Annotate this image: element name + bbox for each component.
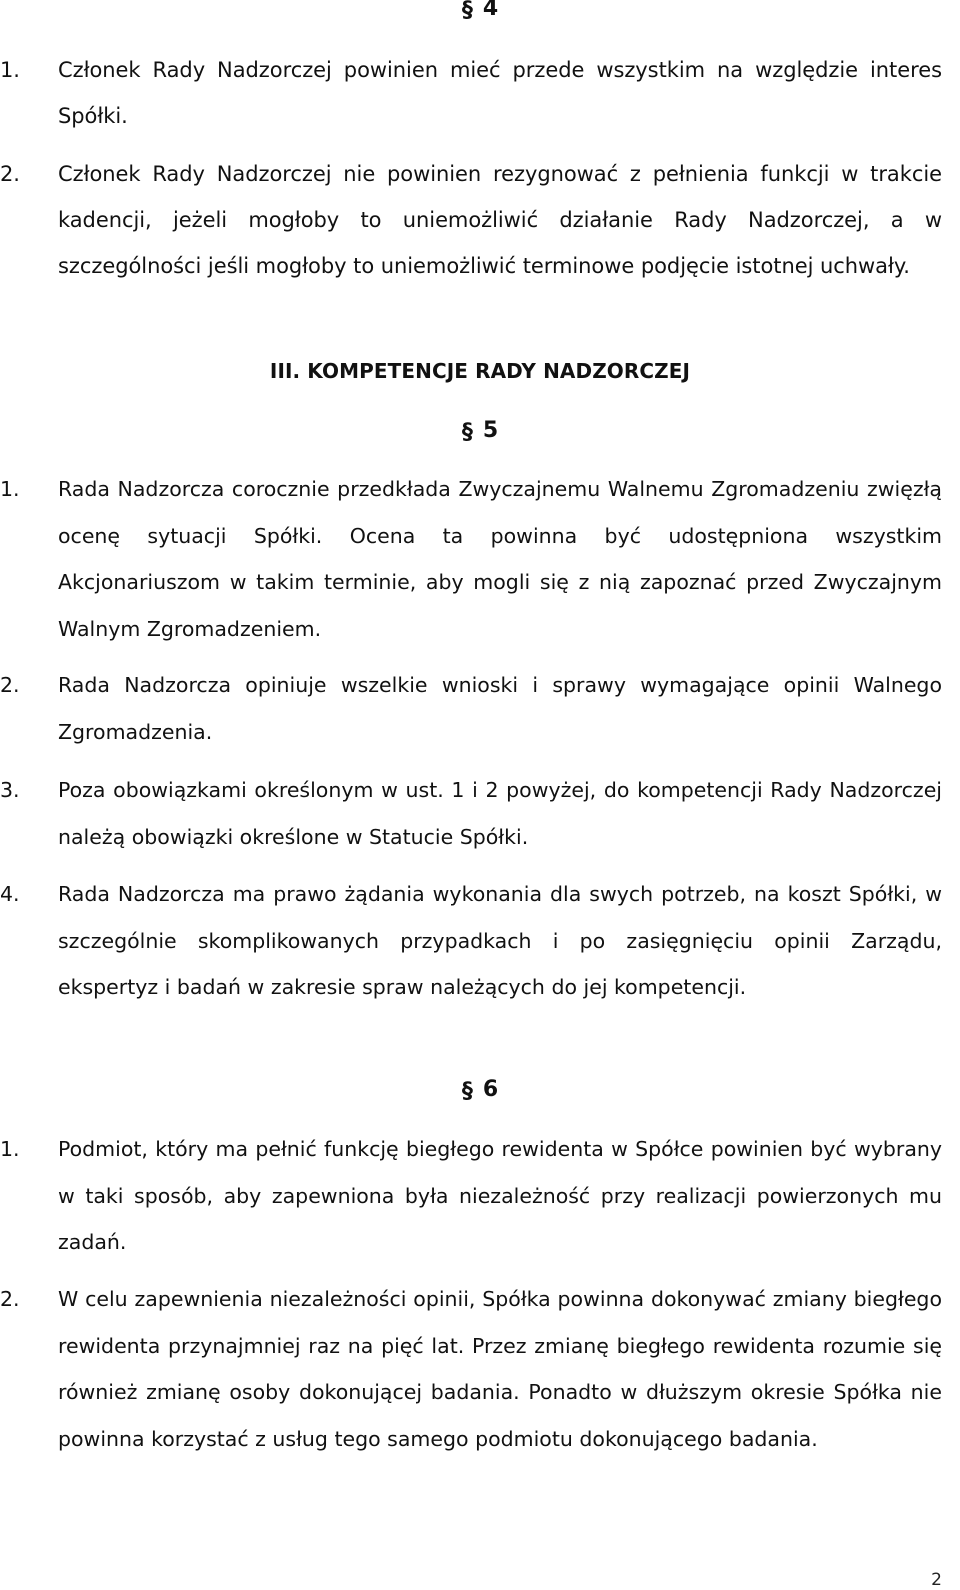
paragraph-number: 2. bbox=[0, 162, 20, 186]
section-number: 4 bbox=[482, 0, 499, 21]
section-6-heading bbox=[0, 1075, 960, 1107]
paragraph-number: 1. bbox=[0, 58, 20, 82]
section-number: 6 bbox=[482, 1077, 499, 1102]
paragraph-5-1 bbox=[0, 466, 942, 652]
paragraph-text: Rada Nadzorcza ma prawo żądania wykonania dla swych potrzeb, na koszt Spółki, w szczególnie skomplikowanych przypadkach i po zasięgnięciu opinii Zarządu, ekspertyz i badań w zakresie spraw należących do jej kompetencji. bbox=[58, 882, 942, 999]
paragraph-6-2 bbox=[0, 1276, 942, 1462]
paragraph-number: 2. bbox=[0, 673, 20, 697]
paragraph-text: Poza obowiązkami określonym w ust. 1 i 2 powyżej, do kompetencji Rady Nadzorczej należą obowiązki określone w Statucie Spółki. bbox=[58, 778, 942, 849]
paragraph-5-4 bbox=[0, 871, 942, 1011]
paragraph-text: W celu zapewnienia niezależności opinii, Spółka powinna dokonywać zmiany biegłego rewidenta przynajmniej raz na pięć lat. Przez zmianę biegłego rewidenta rozumie się również zmianę osoby dokonującej badania. Ponadto w dłuższym okresie Spółka nie powinna korzystać z usług tego samego podmiotu dokonującego badania. bbox=[58, 1287, 942, 1451]
paragraph-4-2 bbox=[0, 151, 942, 289]
paragraph-number: 1. bbox=[0, 477, 20, 501]
section-4-heading bbox=[0, 0, 960, 26]
section-symbol: § bbox=[461, 420, 473, 445]
paragraph-number: 1. bbox=[0, 1137, 20, 1161]
section-5-heading bbox=[0, 416, 960, 448]
paragraph-number: 3. bbox=[0, 778, 20, 802]
section-symbol: § bbox=[461, 1079, 473, 1104]
paragraph-number: 2. bbox=[0, 1287, 20, 1311]
paragraph-5-2 bbox=[0, 662, 942, 755]
page-number: 2 bbox=[931, 1570, 942, 1590]
paragraph-4-1 bbox=[0, 47, 942, 139]
paragraph-text: Podmiot, który ma pełnić funkcję biegłego rewidenta w Spółce powinien być wybrany w taki sposób, aby zapewniona była niezależność przy realizacji powierzonych mu zadań. bbox=[58, 1137, 942, 1254]
paragraph-5-3 bbox=[0, 767, 942, 860]
paragraph-text: Członek Rady Nadzorczej powinien mieć przede wszystkim na względzie interes Spółki. bbox=[58, 58, 942, 128]
chapter-heading: III. KOMPETENCJE RADY NADZORCZEJ bbox=[269, 359, 691, 383]
paragraph-text: Rada Nadzorcza opiniuje wszelkie wnioski i sprawy wymagające opinii Walnego Zgromadzenia. bbox=[58, 673, 942, 744]
section-number: 5 bbox=[482, 418, 499, 443]
paragraph-text: Członek Rady Nadzorczej nie powinien rezygnować z pełnienia funkcji w trakcie kadencji, jeżeli mogłoby to uniemożliwić działanie Rady Nadzorczej, a w szczególności jeśli mogłoby to uniemożliwić terminowe podjęcie istotnej uchwały. bbox=[58, 162, 942, 278]
section-symbol: § bbox=[461, 0, 473, 23]
paragraph-number: 4. bbox=[0, 882, 20, 906]
paragraph-text: Rada Nadzorcza corocznie przedkłada Zwyczajnemu Walnemu Zgromadzeniu zwięzłą ocenę sytuacji Spółki. Ocena ta powinna być udostępniona wszystkim Akcjonariuszom w takim terminie, aby mogli się z nią zapoznać przed Zwyczajnym Walnym Zgromadzeniem. bbox=[58, 477, 942, 641]
paragraph-6-1 bbox=[0, 1126, 942, 1266]
